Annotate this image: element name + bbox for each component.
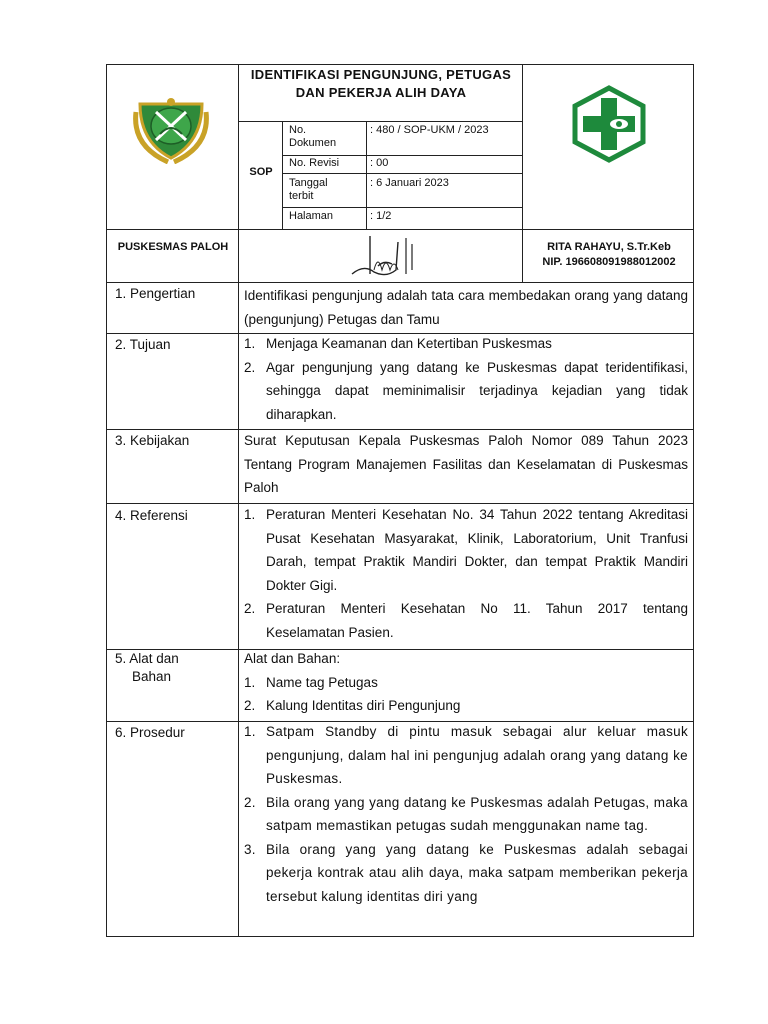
organization-name: PUSKESMAS PALOH [117,241,229,253]
sop-label: SOP [249,166,273,178]
section-label-alat [115,650,235,686]
alat-intro: Alat dan Bahan: [244,651,341,666]
meta-value-no-revisi: : 00 [370,157,389,169]
list-item: 2. Kalung Identitas diri Pengunjung [244,698,461,713]
meta-value-tanggal-terbit: : 6 Januari 2023 [370,177,449,189]
meta-label-no-dokumen: No. Dokumen [289,124,337,149]
meta-label-halaman: Halaman [289,210,334,222]
divider [282,173,522,174]
list-item: 2. Agar pengunjung yang datang ke Puskesmas dapat teridentifikasi, sehingga dapat meminimalisir terjadinya kejadian yang tidak diharapkan. [244,359,688,422]
section-content-tujuan [244,332,688,426]
list-item: 2. Bila orang yang yang datang ke Puskesmas adalah Petugas, maka satpam memastikan petugas sudah menggunakan name tag. [244,794,688,833]
divider [106,229,694,230]
meta-value-no-dokumen: : 480 / SOP-UKM / 2023 [370,124,489,136]
signature [344,234,424,278]
divider [106,282,694,283]
divider [238,121,522,122]
meta-label-no-revisi: No. Revisi [289,157,340,169]
list-item: 3. Bila orang yang yang datang ke Puskesmas adalah sebagai pekerja kontrak atau alih daya, maka satpam memberikan pekerja tersebut kalung identitas diri yang [244,841,688,904]
section-label-kebijakan: 3. Kebijakan [115,433,190,448]
list-item: 1. Peraturan Menteri Kesehatan No. 34 Tahun 2022 tentang Akreditasi Pusat Kesehatan Masyarakat, Klinik, Laboratorium, Unit Tranfusi Darah, tempat Praktik Mandiri Dokter, dan tempat Praktik Mandiri Dokter Gigi. [244,507,688,593]
alat-label-line1: 5. Alat dan [115,651,179,666]
section-label-referensi: 4. Referensi [115,508,188,523]
list-item: 1. Name tag Petugas [244,674,378,690]
section-label-prosedur: 6. Prosedur [115,725,185,740]
pengertian-text: Identifikasi pengunjung adalah tata cara membedakan orang yang datang (pengunjung) Petugas dan Tamu [244,288,688,327]
section-content-referensi [244,503,688,644]
divider [282,121,283,229]
signer-nip: NIP. 196608091988012002 [542,256,676,268]
list-item: 2. Peraturan Menteri Kesehatan No 11. Tahun 2017 tentang Keselamatan Pasien. [244,601,688,640]
meta-label-tanggal-terbit: Tanggal terbit [289,177,328,202]
alat-label-line2: Bahan [132,669,172,684]
section-label-pengertian: 1. Pengertian [115,286,196,301]
divider [282,207,522,208]
divider [522,64,523,282]
puskesmas-logo [568,84,650,164]
list-item: 1. Satpam Standby di pintu masuk sebagai alur keluar masuk pengunjung, dalam hal ini pengunjug adalah orang yang datang ke Puskesmas. [244,724,688,786]
divider [238,64,239,937]
signer-name: RITA RAHAYU, S.Tr.Keb [547,241,671,253]
section-content-pengertian [244,284,688,331]
section-label-tujuan: 2. Tujuan [115,337,171,352]
signer-block [524,240,694,270]
section-content-alat [244,647,688,718]
divider [366,121,367,229]
kebijakan-text: Surat Keputusan Kepala Puskesmas Paloh Nomor 089 Tahun 2023 Tentang Program Manajemen Fasilitas dan Keselamatan di Puskesmas Paloh [244,433,688,495]
meta-value-halaman: : 1/2 [370,210,392,222]
regional-emblem-logo [130,82,212,164]
divider [282,155,522,156]
section-content-kebijakan [244,429,688,500]
list-item: 1. Menjaga Keamanan dan Ketertiban Puskesmas [244,336,552,351]
section-content-prosedur [244,720,688,908]
document-title: IDENTIFIKASI PENGUNJUNG, PETUGAS DAN PEKERJA ALIH DAYA [250,67,512,100]
